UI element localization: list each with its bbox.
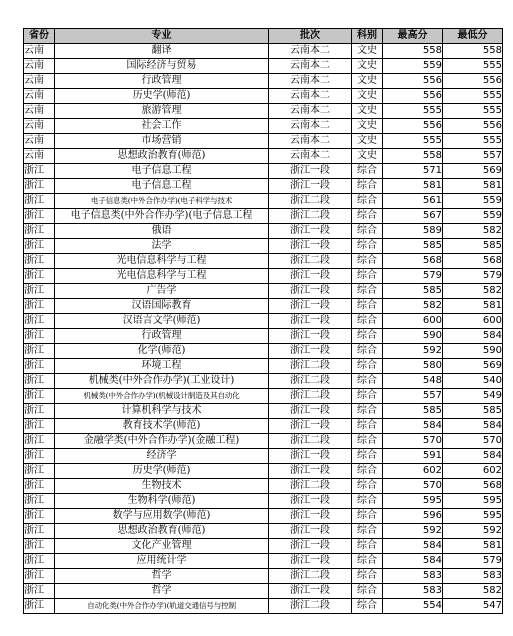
table-row — [24, 254, 503, 269]
province-cell: 浙江 — [24, 524, 55, 539]
batch-cell: 浙江二段 — [269, 359, 352, 374]
max-score-cell: 571 — [383, 164, 443, 179]
major-cell: 社会工作 — [55, 119, 269, 134]
province-cell: 浙江 — [24, 179, 55, 194]
major-cell: 历史学(师范) — [55, 464, 269, 479]
subject-cell: 文史 — [352, 134, 383, 149]
max-score-cell: 570 — [383, 434, 443, 449]
max-score-cell: 600 — [383, 314, 443, 329]
table-row — [24, 239, 503, 254]
major-cell: 市场营销 — [55, 134, 269, 149]
table-row — [24, 269, 503, 284]
max-score-cell: 579 — [383, 269, 443, 284]
min-score-cell: 595 — [443, 494, 503, 509]
table-row — [24, 434, 503, 449]
min-score-cell: 592 — [443, 524, 503, 539]
batch-cell: 浙江一段 — [269, 584, 352, 599]
major-cell: 机械类(中外合作办学)(机械设计制造及其自动化 — [55, 389, 269, 404]
major-cell: 翻译 — [55, 44, 269, 59]
major-cell: 应用统计学 — [55, 554, 269, 569]
subject-cell: 综合 — [352, 554, 383, 569]
province-cell: 浙江 — [24, 539, 55, 554]
min-score-cell: 540 — [443, 374, 503, 389]
max-score-cell: 555 — [383, 104, 443, 119]
max-score-cell: 583 — [383, 584, 443, 599]
min-score-cell: 579 — [443, 554, 503, 569]
table-row — [24, 599, 503, 614]
province-cell: 云南 — [24, 104, 55, 119]
max-score-cell: 584 — [383, 539, 443, 554]
min-score-cell: 555 — [443, 134, 503, 149]
subject-cell: 综合 — [352, 329, 383, 344]
table-row — [24, 524, 503, 539]
max-score-cell: 590 — [383, 329, 443, 344]
max-score-cell: 556 — [383, 119, 443, 134]
major-cell: 哲学 — [55, 569, 269, 584]
table-row — [24, 104, 503, 119]
table-row — [24, 134, 503, 149]
province-cell: 浙江 — [24, 314, 55, 329]
table-row — [24, 584, 503, 599]
province-cell: 云南 — [24, 59, 55, 74]
batch-cell: 云南本二 — [269, 134, 352, 149]
province-cell: 浙江 — [24, 299, 55, 314]
min-score-cell: 584 — [443, 329, 503, 344]
batch-cell: 浙江一段 — [269, 164, 352, 179]
table-row — [24, 209, 503, 224]
max-score-cell: 595 — [383, 494, 443, 509]
major-cell: 俄语 — [55, 224, 269, 239]
header-subject: 科别 — [352, 29, 383, 44]
table-row — [24, 314, 503, 329]
province-cell: 浙江 — [24, 389, 55, 404]
batch-cell: 浙江二段 — [269, 389, 352, 404]
table-row — [24, 419, 503, 434]
batch-cell: 云南本二 — [269, 44, 352, 59]
province-cell: 浙江 — [24, 464, 55, 479]
min-score-cell: 595 — [443, 509, 503, 524]
subject-cell: 综合 — [352, 209, 383, 224]
table-row — [24, 59, 503, 74]
subject-cell: 综合 — [352, 389, 383, 404]
table-row — [24, 44, 503, 59]
province-cell: 浙江 — [24, 254, 55, 269]
major-cell: 机械类(中外合作办学)(工业设计) — [55, 374, 269, 389]
batch-cell: 浙江一段 — [269, 464, 352, 479]
min-score-cell: 581 — [443, 179, 503, 194]
table-row — [24, 164, 503, 179]
min-score-cell: 582 — [443, 284, 503, 299]
max-score-cell: 567 — [383, 209, 443, 224]
max-score-cell: 589 — [383, 224, 443, 239]
header-min-score: 最低分 — [443, 29, 503, 44]
province-cell: 浙江 — [24, 239, 55, 254]
major-cell: 国际经济与贸易 — [55, 59, 269, 74]
max-score-cell: 584 — [383, 419, 443, 434]
batch-cell: 浙江一段 — [269, 404, 352, 419]
major-cell: 光电信息科学与工程 — [55, 269, 269, 284]
admission-scores-table — [23, 28, 503, 614]
province-cell: 云南 — [24, 119, 55, 134]
max-score-cell: 602 — [383, 464, 443, 479]
max-score-cell: 554 — [383, 599, 443, 614]
header-major: 专业 — [55, 29, 269, 44]
batch-cell: 浙江二段 — [269, 599, 352, 614]
table-row — [24, 449, 503, 464]
subject-cell: 综合 — [352, 479, 383, 494]
province-cell: 浙江 — [24, 344, 55, 359]
province-cell: 云南 — [24, 89, 55, 104]
max-score-cell: 561 — [383, 194, 443, 209]
batch-cell: 浙江二段 — [269, 194, 352, 209]
major-cell: 电子信息类(中外合作办学)(电子科学与技术 — [55, 194, 269, 209]
province-cell: 浙江 — [24, 599, 55, 614]
batch-cell: 浙江一段 — [269, 299, 352, 314]
min-score-cell: 582 — [443, 584, 503, 599]
table-row — [24, 569, 503, 584]
subject-cell: 综合 — [352, 464, 383, 479]
subject-cell: 综合 — [352, 269, 383, 284]
province-cell: 浙江 — [24, 494, 55, 509]
table-row — [24, 299, 503, 314]
subject-cell: 综合 — [352, 569, 383, 584]
min-score-cell: 558 — [443, 44, 503, 59]
batch-cell: 浙江二段 — [269, 479, 352, 494]
province-cell: 云南 — [24, 74, 55, 89]
major-cell: 电子信息工程 — [55, 179, 269, 194]
max-score-cell: 585 — [383, 239, 443, 254]
province-cell: 浙江 — [24, 434, 55, 449]
min-score-cell: 568 — [443, 254, 503, 269]
table-row — [24, 464, 503, 479]
min-score-cell: 556 — [443, 74, 503, 89]
province-cell: 浙江 — [24, 284, 55, 299]
subject-cell: 综合 — [352, 224, 383, 239]
batch-cell: 浙江一段 — [269, 509, 352, 524]
major-cell: 行政管理 — [55, 74, 269, 89]
province-cell: 浙江 — [24, 554, 55, 569]
max-score-cell: 555 — [383, 134, 443, 149]
batch-cell: 浙江一段 — [269, 329, 352, 344]
batch-cell: 浙江二段 — [269, 569, 352, 584]
table-row — [24, 224, 503, 239]
min-score-cell: 585 — [443, 239, 503, 254]
batch-cell: 云南本二 — [269, 89, 352, 104]
subject-cell: 综合 — [352, 194, 383, 209]
batch-cell: 浙江一段 — [269, 554, 352, 569]
major-cell: 电子信息工程 — [55, 164, 269, 179]
subject-cell: 综合 — [352, 299, 383, 314]
batch-cell: 浙江一段 — [269, 539, 352, 554]
table-body — [24, 44, 503, 614]
major-cell: 生物技术 — [55, 479, 269, 494]
max-score-cell: 558 — [383, 149, 443, 164]
subject-cell: 综合 — [352, 314, 383, 329]
header-row — [24, 29, 503, 44]
major-cell: 广告学 — [55, 284, 269, 299]
batch-cell: 云南本二 — [269, 119, 352, 134]
subject-cell: 文史 — [352, 44, 383, 59]
batch-cell: 浙江一段 — [269, 449, 352, 464]
min-score-cell: 581 — [443, 539, 503, 554]
province-cell: 浙江 — [24, 359, 55, 374]
batch-cell: 浙江一段 — [269, 239, 352, 254]
min-score-cell: 579 — [443, 269, 503, 284]
province-cell: 浙江 — [24, 164, 55, 179]
major-cell: 自动化类(中外合作办学)(轨道交通信号与控制 — [55, 599, 269, 614]
min-score-cell: 568 — [443, 479, 503, 494]
batch-cell: 浙江一段 — [269, 494, 352, 509]
table-row — [24, 344, 503, 359]
major-cell: 思想政治教育(师范) — [55, 149, 269, 164]
major-cell: 历史学(师范) — [55, 89, 269, 104]
subject-cell: 综合 — [352, 494, 383, 509]
table-row — [24, 119, 503, 134]
batch-cell: 云南本二 — [269, 104, 352, 119]
max-score-cell: 570 — [383, 479, 443, 494]
batch-cell: 浙江二段 — [269, 254, 352, 269]
min-score-cell: 602 — [443, 464, 503, 479]
major-cell: 环境工程 — [55, 359, 269, 374]
min-score-cell: 557 — [443, 149, 503, 164]
province-cell: 浙江 — [24, 449, 55, 464]
major-cell: 文化产业管理 — [55, 539, 269, 554]
subject-cell: 文史 — [352, 89, 383, 104]
min-score-cell: 556 — [443, 119, 503, 134]
province-cell: 浙江 — [24, 584, 55, 599]
table-row — [24, 359, 503, 374]
major-cell: 教育技术学(师范) — [55, 419, 269, 434]
min-score-cell: 555 — [443, 59, 503, 74]
major-cell: 电子信息类(中外合作办学)(电子信息工程 — [55, 209, 269, 224]
max-score-cell: 582 — [383, 299, 443, 314]
table-row — [24, 284, 503, 299]
min-score-cell: 555 — [443, 104, 503, 119]
batch-cell: 浙江二段 — [269, 434, 352, 449]
batch-cell: 浙江一段 — [269, 269, 352, 284]
major-cell: 汉语国际教育 — [55, 299, 269, 314]
subject-cell: 综合 — [352, 374, 383, 389]
table-row — [24, 404, 503, 419]
table-row — [24, 389, 503, 404]
min-score-cell: 600 — [443, 314, 503, 329]
subject-cell: 综合 — [352, 254, 383, 269]
min-score-cell: 584 — [443, 419, 503, 434]
max-score-cell: 583 — [383, 569, 443, 584]
min-score-cell: 547 — [443, 599, 503, 614]
table-row — [24, 74, 503, 89]
min-score-cell: 569 — [443, 164, 503, 179]
max-score-cell: 556 — [383, 89, 443, 104]
max-score-cell: 581 — [383, 179, 443, 194]
province-cell: 浙江 — [24, 569, 55, 584]
major-cell: 行政管理 — [55, 329, 269, 344]
subject-cell: 综合 — [352, 449, 383, 464]
province-cell: 云南 — [24, 134, 55, 149]
province-cell: 浙江 — [24, 419, 55, 434]
subject-cell: 综合 — [352, 179, 383, 194]
subject-cell: 综合 — [352, 239, 383, 254]
major-cell: 法学 — [55, 239, 269, 254]
batch-cell: 云南本二 — [269, 149, 352, 164]
subject-cell: 文史 — [352, 59, 383, 74]
min-score-cell: 559 — [443, 209, 503, 224]
subject-cell: 综合 — [352, 509, 383, 524]
batch-cell: 浙江一段 — [269, 224, 352, 239]
table-row — [24, 194, 503, 209]
max-score-cell: 548 — [383, 374, 443, 389]
header-max-score: 最高分 — [383, 29, 443, 44]
batch-cell: 浙江一段 — [269, 179, 352, 194]
max-score-cell: 592 — [383, 524, 443, 539]
max-score-cell: 591 — [383, 449, 443, 464]
major-cell: 化学(师范) — [55, 344, 269, 359]
min-score-cell: 569 — [443, 359, 503, 374]
table-row — [24, 494, 503, 509]
subject-cell: 综合 — [352, 524, 383, 539]
max-score-cell: 584 — [383, 554, 443, 569]
batch-cell: 浙江一段 — [269, 419, 352, 434]
batch-cell: 浙江二段 — [269, 209, 352, 224]
province-cell: 浙江 — [24, 374, 55, 389]
batch-cell: 云南本二 — [269, 74, 352, 89]
table-row — [24, 89, 503, 104]
max-score-cell: 568 — [383, 254, 443, 269]
major-cell: 经济学 — [55, 449, 269, 464]
province-cell: 浙江 — [24, 509, 55, 524]
max-score-cell: 556 — [383, 74, 443, 89]
max-score-cell: 580 — [383, 359, 443, 374]
batch-cell: 浙江一段 — [269, 524, 352, 539]
major-cell: 金融学类(中外合作办学)(金融工程) — [55, 434, 269, 449]
batch-cell: 浙江一段 — [269, 284, 352, 299]
major-cell: 旅游管理 — [55, 104, 269, 119]
province-cell: 浙江 — [24, 329, 55, 344]
province-cell: 浙江 — [24, 224, 55, 239]
header-province: 省份 — [24, 29, 55, 44]
subject-cell: 综合 — [352, 344, 383, 359]
subject-cell: 综合 — [352, 359, 383, 374]
major-cell: 哲学 — [55, 584, 269, 599]
major-cell: 光电信息科学与工程 — [55, 254, 269, 269]
major-cell: 计算机科学与技术 — [55, 404, 269, 419]
max-score-cell: 558 — [383, 44, 443, 59]
min-score-cell: 581 — [443, 299, 503, 314]
batch-cell: 浙江一段 — [269, 314, 352, 329]
subject-cell: 综合 — [352, 539, 383, 554]
subject-cell: 综合 — [352, 284, 383, 299]
province-cell: 云南 — [24, 44, 55, 59]
province-cell: 云南 — [24, 149, 55, 164]
min-score-cell: 590 — [443, 344, 503, 359]
batch-cell: 浙江二段 — [269, 374, 352, 389]
table-row — [24, 149, 503, 164]
subject-cell: 文史 — [352, 74, 383, 89]
major-cell: 思想政治教育(师范) — [55, 524, 269, 539]
table-row — [24, 509, 503, 524]
header-batch: 批次 — [269, 29, 352, 44]
subject-cell: 综合 — [352, 599, 383, 614]
province-cell: 浙江 — [24, 194, 55, 209]
province-cell: 浙江 — [24, 209, 55, 224]
table-row — [24, 179, 503, 194]
max-score-cell: 592 — [383, 344, 443, 359]
min-score-cell: 549 — [443, 389, 503, 404]
max-score-cell: 557 — [383, 389, 443, 404]
subject-cell: 综合 — [352, 584, 383, 599]
province-cell: 浙江 — [24, 404, 55, 419]
max-score-cell: 585 — [383, 404, 443, 419]
table-row — [24, 554, 503, 569]
province-cell: 浙江 — [24, 269, 55, 284]
batch-cell: 浙江一段 — [269, 344, 352, 359]
subject-cell: 文史 — [352, 149, 383, 164]
table-row — [24, 329, 503, 344]
min-score-cell: 555 — [443, 89, 503, 104]
batch-cell: 云南本二 — [269, 59, 352, 74]
min-score-cell: 584 — [443, 449, 503, 464]
min-score-cell: 559 — [443, 194, 503, 209]
max-score-cell: 559 — [383, 59, 443, 74]
table-row — [24, 374, 503, 389]
subject-cell: 文史 — [352, 104, 383, 119]
major-cell: 汉语言文学(师范) — [55, 314, 269, 329]
subject-cell: 综合 — [352, 404, 383, 419]
subject-cell: 综合 — [352, 164, 383, 179]
major-cell: 数学与应用数学(师范) — [55, 509, 269, 524]
province-cell: 浙江 — [24, 479, 55, 494]
table-row — [24, 479, 503, 494]
min-score-cell: 583 — [443, 569, 503, 584]
major-cell: 生物科学(师范) — [55, 494, 269, 509]
min-score-cell: 585 — [443, 404, 503, 419]
max-score-cell: 596 — [383, 509, 443, 524]
table-row — [24, 539, 503, 554]
subject-cell: 综合 — [352, 419, 383, 434]
max-score-cell: 585 — [383, 284, 443, 299]
subject-cell: 综合 — [352, 434, 383, 449]
subject-cell: 文史 — [352, 119, 383, 134]
min-score-cell: 582 — [443, 224, 503, 239]
min-score-cell: 570 — [443, 434, 503, 449]
